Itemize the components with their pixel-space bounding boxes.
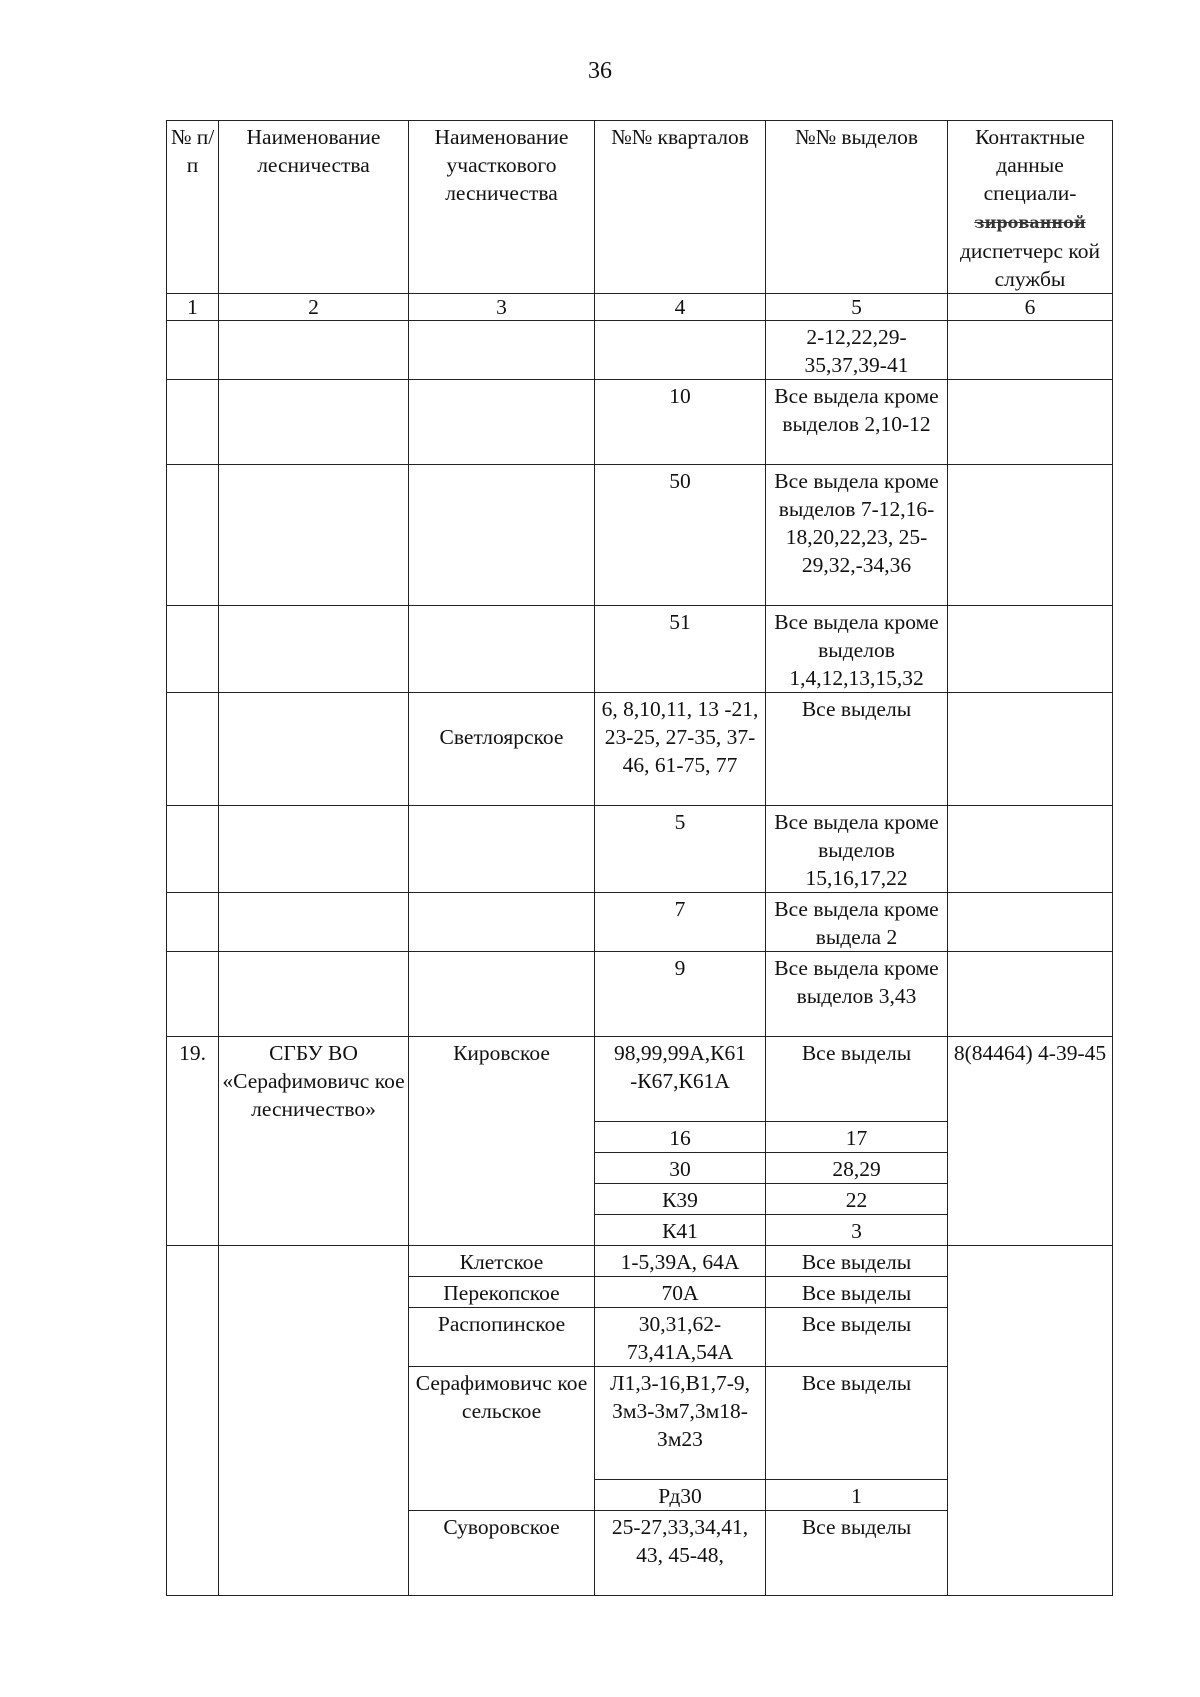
- header-district-name: Наименование участкового лесничества: [409, 121, 595, 294]
- cell-district: Перекопское: [409, 1277, 595, 1308]
- cell-forestry: [219, 893, 409, 952]
- cell-contacts: [948, 693, 1113, 806]
- table-row: [167, 693, 1113, 806]
- cell-forestry: СГБУ ВО «Серафимовичс кое лесничество»: [219, 1037, 409, 1246]
- cell-quarters: 70А: [595, 1277, 766, 1308]
- cell-number: [167, 693, 219, 806]
- cell-district: [409, 893, 595, 952]
- column-number: 4: [595, 294, 766, 321]
- cell-number: [167, 893, 219, 952]
- column-number: 6: [948, 294, 1113, 321]
- forestry-table-wrapper: [166, 120, 1112, 1596]
- cell-plots: 22: [766, 1184, 948, 1215]
- forestry-table: [166, 120, 1113, 1596]
- cell-contacts: [948, 952, 1113, 1037]
- column-number: 3: [409, 294, 595, 321]
- cell-district: Светлоярское: [409, 693, 595, 806]
- column-number: 1: [167, 294, 219, 321]
- cell-quarters: Л1,3-16,В1,7-9, Зм3-Зм7,Зм18-Зм23: [595, 1367, 766, 1480]
- table-row: [167, 1037, 1113, 1122]
- cell-plots: Все выделы: [766, 1037, 948, 1122]
- cell-contacts: [948, 806, 1113, 893]
- column-number: 2: [219, 294, 409, 321]
- cell-plots: 1: [766, 1480, 948, 1511]
- header-contacts-line1: Контактные данные специали-: [975, 125, 1085, 205]
- header-contacts: [948, 121, 1113, 294]
- cell-contacts: [948, 1246, 1113, 1596]
- cell-plots: Все выделы: [766, 1246, 948, 1277]
- cell-quarters: 50: [595, 465, 766, 606]
- cell-contacts: [948, 606, 1113, 693]
- header-row: [167, 121, 1113, 294]
- cell-quarters: 1-5,39А, 64А: [595, 1246, 766, 1277]
- table-row: [167, 806, 1113, 893]
- cell-quarters: 7: [595, 893, 766, 952]
- cell-plots: Все выделы: [766, 1308, 948, 1367]
- table-row: [167, 1246, 1113, 1277]
- cell-quarters: К41: [595, 1215, 766, 1246]
- cell-plots: Все выделы: [766, 1511, 948, 1596]
- cell-number: [167, 806, 219, 893]
- cell-number: [167, 465, 219, 606]
- header-number: № п/п: [167, 121, 219, 294]
- cell-district: [409, 606, 595, 693]
- cell-plots: Все выделы: [766, 1277, 948, 1308]
- cell-district: Кировское: [409, 1037, 595, 1246]
- cell-contacts: [948, 893, 1113, 952]
- header-plots: №№ выделов: [766, 121, 948, 294]
- cell-plots: Все выдела кроме выделов 15,16,17,22: [766, 806, 948, 893]
- cell-quarters: [595, 321, 766, 380]
- table-row: [167, 893, 1113, 952]
- cell-forestry: [219, 465, 409, 606]
- header-contacts-struck-word: зированной: [974, 213, 1086, 232]
- cell-district: Распопинское: [409, 1308, 595, 1367]
- table-row: [167, 380, 1113, 465]
- cell-forestry: [219, 1246, 409, 1596]
- cell-district: Клетское: [409, 1246, 595, 1277]
- page-number: 36: [588, 58, 612, 84]
- cell-contacts: [948, 465, 1113, 606]
- cell-plots: 28,29: [766, 1153, 948, 1184]
- cell-quarters: 16: [595, 1122, 766, 1153]
- cell-quarters: 30: [595, 1153, 766, 1184]
- header-quarters: №№ кварталов: [595, 121, 766, 294]
- cell-plots: Все выдела кроме выдела 2: [766, 893, 948, 952]
- cell-forestry: [219, 693, 409, 806]
- table-row: [167, 321, 1113, 380]
- cell-district: [409, 952, 595, 1037]
- cell-contacts: 8(84464) 4-39-45: [948, 1037, 1113, 1246]
- cell-plots: Все выдела кроме выделов 3,43: [766, 952, 948, 1037]
- cell-number: [167, 380, 219, 465]
- table-row: [167, 465, 1113, 606]
- table-row: [167, 606, 1113, 693]
- cell-forestry: [219, 380, 409, 465]
- cell-quarters: 10: [595, 380, 766, 465]
- cell-plots: 2-12,22,29-35,37,39-41: [766, 321, 948, 380]
- cell-plots: Все выделы: [766, 693, 948, 806]
- cell-quarters: 5: [595, 806, 766, 893]
- cell-number: [167, 606, 219, 693]
- cell-district: [409, 465, 595, 606]
- cell-number: [167, 321, 219, 380]
- cell-number: [167, 952, 219, 1037]
- cell-forestry: [219, 606, 409, 693]
- cell-plots: Все выделы: [766, 1367, 948, 1480]
- column-number-row: [167, 294, 1113, 321]
- cell-quarters: 30,31,62-73,41А,54А: [595, 1308, 766, 1367]
- cell-district: [409, 380, 595, 465]
- cell-quarters: 98,99,99А,К61 -К67,К61А: [595, 1037, 766, 1122]
- cell-district: Серафимовичс кое сельское: [409, 1367, 595, 1511]
- cell-quarters: 51: [595, 606, 766, 693]
- cell-number: [167, 1246, 219, 1596]
- cell-contacts: [948, 380, 1113, 465]
- table-row: [167, 952, 1113, 1037]
- header-contacts-line2: диспетчерс кой службы: [959, 239, 1101, 291]
- cell-plots: Все выдела кроме выделов 7-12,16-18,20,22,23, 25-29,32,-34,36: [766, 465, 948, 606]
- cell-quarters: 6, 8,10,11, 13 -21, 23-25, 27-35, 37- 46, 61-75, 77: [595, 693, 766, 806]
- cell-plots: Все выдела кроме выделов 2,10-12: [766, 380, 948, 465]
- cell-quarters: К39: [595, 1184, 766, 1215]
- cell-forestry: [219, 321, 409, 380]
- cell-plots: 17: [766, 1122, 948, 1153]
- cell-plots: Все выдела кроме выделов 1,4,12,13,15,32: [766, 606, 948, 693]
- cell-forestry: [219, 806, 409, 893]
- cell-number: 19.: [167, 1037, 219, 1246]
- cell-plots: 3: [766, 1215, 948, 1246]
- cell-contacts: [948, 321, 1113, 380]
- cell-quarters: 9: [595, 952, 766, 1037]
- cell-quarters: 25-27,33,34,41, 43, 45-48,: [595, 1511, 766, 1596]
- cell-district: Суворовское: [409, 1511, 595, 1596]
- cell-district: [409, 321, 595, 380]
- header-forestry-name: Наименование лесничества: [219, 121, 409, 294]
- cell-district: [409, 806, 595, 893]
- column-number: 5: [766, 294, 948, 321]
- cell-quarters: Рд30: [595, 1480, 766, 1511]
- cell-forestry: [219, 952, 409, 1037]
